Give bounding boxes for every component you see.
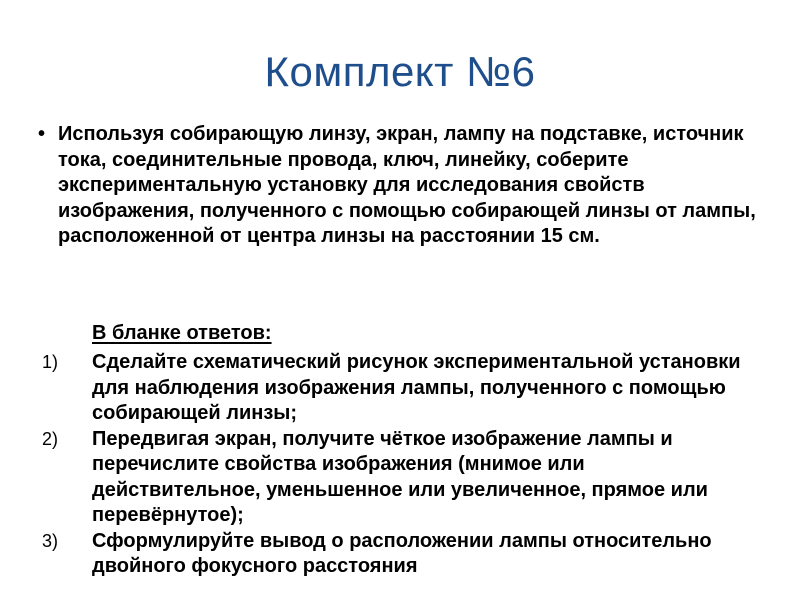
list-item-text: Сформулируйте вывод о расположении лампы относительно двойного фокусного расстояния xyxy=(92,529,712,577)
bullet-icon: • xyxy=(38,123,46,145)
list-item-number: 1) xyxy=(42,352,59,372)
list-item xyxy=(0,350,800,427)
intro-paragraph xyxy=(38,122,758,250)
list-item-number: 3) xyxy=(42,530,59,551)
intro-text: Используя собирающую линзу, экран, лампу на подставке, источник тока, соединительные провода, ключ, линейку, соберите экспериментальную установку для исследования свойств изображения, полученного с помощью собирающей линзы от лампы, расположенной от центра линзы на расстоянии 15 см. xyxy=(58,123,756,247)
list-item-text: Сделайте схематический рисунок экспериментальной установки для наблюдения изображения лампы, полученного с помощью собирающей линзы; xyxy=(92,351,741,424)
list-item xyxy=(0,427,800,529)
answers-heading: В бланке ответов: xyxy=(92,322,272,344)
list-item xyxy=(0,529,800,580)
list-item-text: Передвигая экран, получите чёткое изображение лампы и перечислите свойства изображения (мнимое или действительное, уменьшенное или увеличенное, прямое или перевёрнутое); xyxy=(92,427,708,526)
slide-title: Комплект №6 xyxy=(264,48,536,95)
list-item-number: 2) xyxy=(42,428,59,449)
instructions-list xyxy=(0,350,800,580)
